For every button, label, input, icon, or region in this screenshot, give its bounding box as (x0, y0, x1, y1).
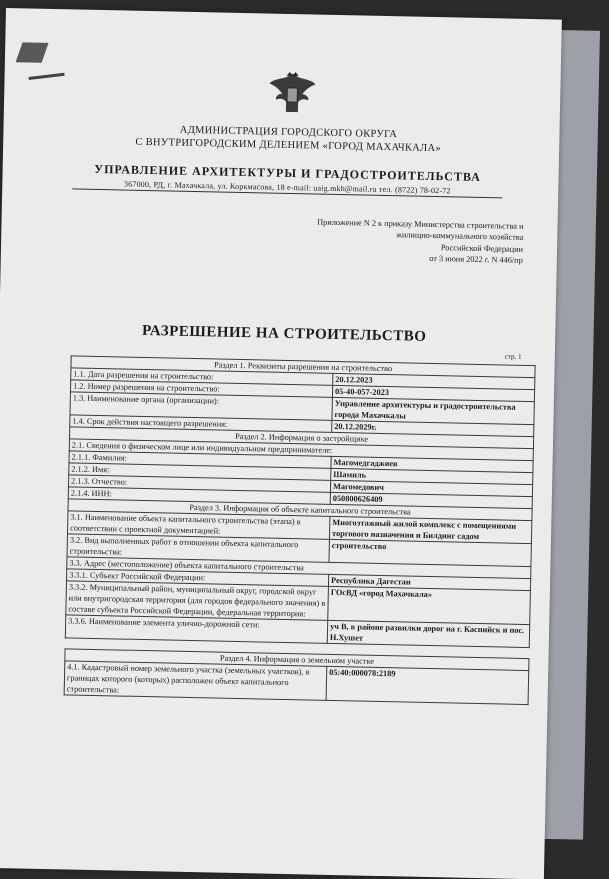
field-value: ГОсВД «город Махачкала» (328, 586, 531, 624)
coat-of-arms-icon (266, 69, 319, 118)
field-value: Шамиль (331, 468, 533, 484)
appendix-line-1: Приложение N 2 к приказу Министерства строительства и (317, 217, 524, 231)
field-label: 1.1. Дата разрешения на строительство: (71, 368, 333, 385)
field-value: Магомедович (330, 480, 532, 496)
field-value: 05:40:000078:2189 (326, 666, 529, 704)
field-label: 3.2. Вид выполненных работ в отношении объекта капитального строительства: (67, 534, 329, 562)
field-label: 3.1. Наименование объекта капитального строительства (этапа) в соответствии с проектной документацией: (67, 511, 329, 539)
permit-table (64, 352, 536, 705)
pen-mark (16, 42, 49, 62)
appendix-line-2: жилищно-коммунального хозяйства (396, 230, 524, 243)
field-label: 2.1.3. Отчество: (68, 475, 330, 492)
field-value: Республика Дагестан (328, 574, 530, 590)
field-label: 3.3.1. Субъект Российской Федерации: (67, 569, 329, 586)
section-3-heading: Раздел 3. Информация об объекте капитального строительства (68, 499, 532, 521)
appendix-line-3: Российской Федерации (440, 242, 524, 254)
field-label: 3.3.6. Наименование элемента улично-дорожной сети: (65, 615, 327, 643)
field-label: 4.1. Кадастровый номер земельного участка (земельных участков), в границах которого (которых) расположен объект капитального строительства: (64, 661, 327, 700)
section-2-heading: Раздел 2. Информация о застройщике (69, 427, 533, 449)
field-label: 3.3.2. Муниципальный район, муниципальный округ, городской округ или внутригородская территория (для городов федерального значения) в составе субъекта Российской Федерации, федеральная территория: (66, 581, 329, 620)
field-label: 3.3. Адрес (местоположение) объекта капитального строительства (67, 557, 531, 579)
field-label: 1.4. Срок действия настоящего разрешения: (70, 415, 332, 432)
field-label: 2.1.4. ИНН: (68, 487, 330, 504)
section-1-heading: Раздел 1. Реквизиты разрешения на строительство (71, 356, 535, 378)
field-label: 1.2. Номер разрешения на строительство: (70, 380, 332, 397)
section-4-heading: Раздел 4. Информация о земельном участке (65, 649, 529, 671)
appendix-line-4: от 3 июня 2022 г. N 446/пр (429, 253, 523, 265)
field-label: 2.1.2. Имя: (69, 463, 331, 480)
document-title: РАЗРЕШЕНИЕ НА СТРОИТЕЛЬСТВО (141, 322, 427, 345)
field-value: Многоэтажный жилой комплекс с помещениями торгового назначения и Билдинг садом (329, 516, 531, 543)
appendix-note (251, 215, 524, 266)
field-value: 20.12.2029г. (332, 420, 534, 436)
page-number: стр. 1 (504, 352, 522, 361)
administration-heading (73, 121, 503, 156)
field-value: строительство (329, 539, 531, 566)
pen-stroke (29, 73, 65, 80)
contact-line: 367000, РД, г. Махачкала, ул. Коркмасова, 18 e-mail: uaig.mkh@mail.ru тел. (8722) 78-02-72 (72, 178, 502, 198)
field-value: 050800626409 (330, 492, 532, 508)
field-value: уч В, в районе развилки дорог на г. Каспийск и пос. Н.Хушет (327, 620, 529, 647)
field-label: 2.1. Сведения о физическом лице или индивидуальном предпринимателе: (69, 439, 533, 461)
field-value: Управление архитектуры и градостроительства города Махачкалы (332, 397, 534, 424)
department-heading: УПРАВЛЕНИЕ АРХИТЕКТУРЫ И ГРАДОСТРОИТЕЛЬСТВА (94, 161, 481, 184)
field-value: 20.12.2023 (333, 373, 535, 389)
admin-line-2: С ВНУТРИГОРОДСКИМ ДЕЛЕНИЕМ «ГОРОД МАХАЧКАЛА» (135, 136, 442, 155)
admin-line-1: АДМИНИСТРАЦИЯ ГОРОДСКОГО ОКРУГА (179, 124, 398, 141)
field-label: 2.1.1. Фамилия: (69, 451, 331, 468)
document-page (0, 8, 562, 879)
field-value: 05-40-057-2023 (332, 385, 534, 401)
field-label: 1.3. Наименование органа (организации): (70, 392, 332, 420)
field-value: Магомедгаджиев (331, 456, 533, 472)
